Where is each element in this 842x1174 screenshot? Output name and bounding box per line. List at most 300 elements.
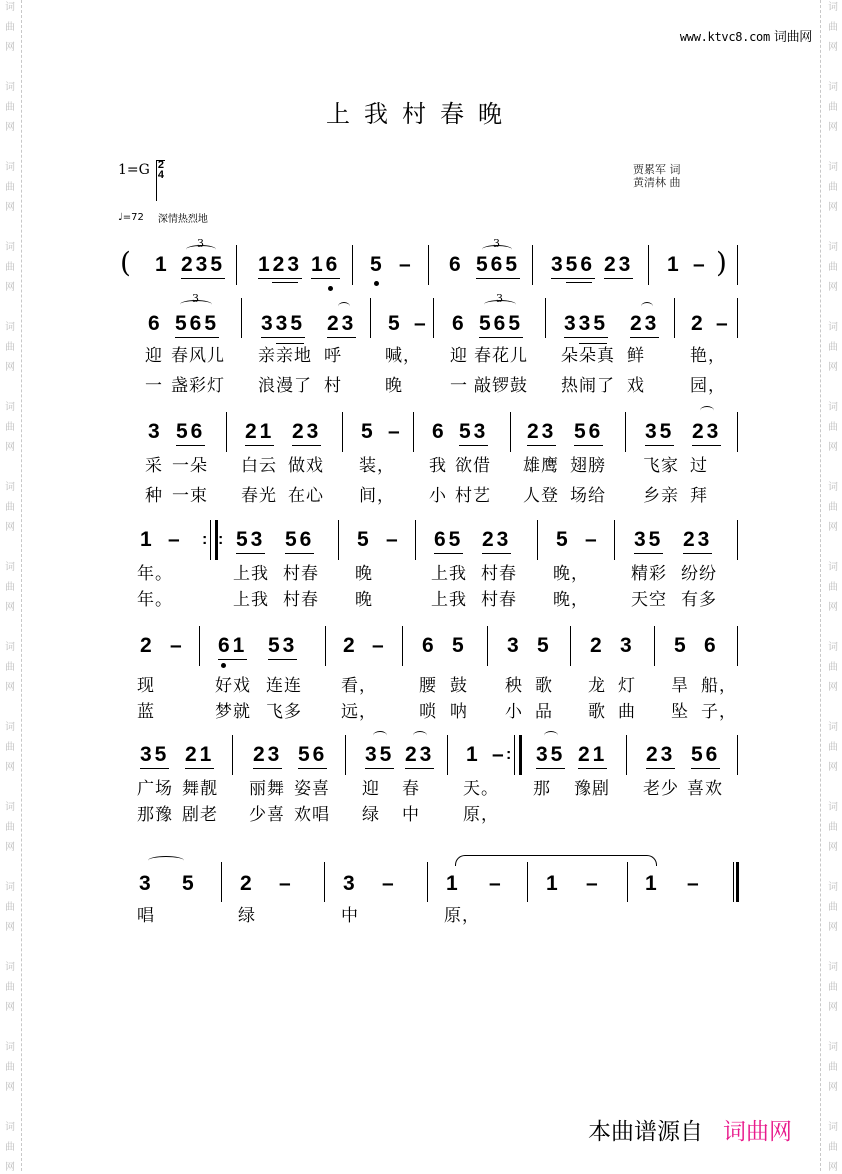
watermark-glyph: 曲	[828, 742, 838, 753]
note-group: 35	[140, 743, 169, 769]
low-octave-dot	[374, 281, 379, 286]
watermark-glyph: 网	[828, 122, 838, 133]
lyric: 连连	[266, 676, 302, 696]
lyric: 船，	[701, 676, 737, 696]
note-group: 35	[634, 528, 663, 554]
site-url[interactable]: www.ktvc8.com	[679, 30, 770, 44]
dash: –	[716, 312, 731, 335]
watermark-glyph: 词	[5, 162, 15, 173]
lyric: 乡亲	[643, 486, 679, 506]
lyric: 园，	[690, 376, 726, 396]
watermark-glyph: 曲	[828, 262, 838, 273]
barline	[324, 862, 325, 902]
watermark-glyph: 曲	[5, 982, 15, 993]
watermark-glyph: 网	[5, 922, 15, 933]
note: 3	[343, 872, 358, 895]
watermark-glyph: 词	[5, 962, 15, 973]
lyric: 欲借	[455, 456, 491, 476]
watermark-glyph: 词	[828, 82, 838, 93]
source-label: 本曲谱源自	[588, 1119, 703, 1145]
note: 1	[446, 872, 461, 895]
watermark-glyph: 网	[5, 602, 15, 613]
tie	[700, 406, 714, 415]
lyric: 那	[533, 779, 551, 799]
note-group: 565	[175, 312, 219, 338]
watermark-glyph: 词	[828, 802, 838, 813]
watermark-glyph: 曲	[828, 902, 838, 913]
barline	[627, 862, 628, 902]
lyric: 欢唱	[294, 805, 330, 825]
note: 5	[361, 420, 376, 443]
barline	[370, 298, 371, 338]
watermark-glyph: 曲	[5, 182, 15, 193]
lyric: 晚	[355, 590, 373, 610]
note-group: 65	[434, 528, 463, 554]
barline	[625, 412, 626, 452]
lyric: 中	[402, 805, 420, 825]
repeat-dots: :	[218, 531, 227, 548]
lyric: 灯	[618, 676, 636, 696]
barline	[428, 245, 429, 285]
lyric: 秧	[505, 676, 523, 696]
barline	[342, 412, 343, 452]
note: 6	[452, 312, 467, 335]
barline	[570, 626, 571, 666]
lyric: 年。	[137, 564, 173, 584]
note-group: 61	[218, 634, 247, 660]
watermark-glyph: 词	[828, 642, 838, 653]
lyric: 一朵	[172, 456, 208, 476]
lyric: 晚	[355, 564, 373, 584]
watermark-glyph: 曲	[5, 422, 15, 433]
note-group: 23	[630, 312, 659, 338]
watermark-glyph: 词	[828, 162, 838, 173]
note: 1	[645, 872, 660, 895]
watermark-glyph: 网	[828, 1082, 838, 1093]
watermark-glyph: 曲	[828, 1142, 838, 1153]
note-group: 123	[258, 253, 302, 279]
lyric: 迎	[145, 346, 163, 366]
lyric: 少喜	[249, 805, 285, 825]
lyric: 天。	[463, 779, 499, 799]
lyric: 剧老	[182, 805, 218, 825]
note-group: 23	[683, 528, 712, 554]
lyric: 绿	[238, 906, 256, 926]
lyric: 纷纷	[681, 564, 717, 584]
lyric: 敲锣鼓	[474, 376, 528, 396]
watermark-glyph: 曲	[828, 342, 838, 353]
note: 2	[343, 634, 358, 657]
dash: –	[585, 528, 600, 551]
watermark-glyph: 网	[828, 682, 838, 693]
barline	[433, 298, 434, 338]
lyric: 上我	[233, 564, 269, 584]
watermark-glyph: 网	[828, 1002, 838, 1013]
lyric: 浪漫了	[258, 376, 312, 396]
note: 5	[388, 312, 403, 335]
watermark-glyph: 曲	[5, 902, 15, 913]
dash: –	[586, 872, 601, 895]
note-group: 16	[311, 253, 340, 279]
note: 2	[590, 634, 605, 657]
watermark-glyph: 曲	[828, 502, 838, 513]
lyric: 好戏	[215, 676, 251, 696]
note-group: 23	[527, 420, 556, 446]
barline	[737, 245, 738, 285]
watermark-glyph: 曲	[5, 342, 15, 353]
note-group: 565	[479, 312, 523, 338]
dashed-margin-left	[21, 0, 22, 1171]
watermark-glyph: 网	[5, 762, 15, 773]
dash: –	[279, 872, 294, 895]
dash: –	[414, 312, 429, 335]
watermark-right	[822, 0, 842, 1171]
watermark-glyph: 词	[5, 882, 15, 893]
site-header	[680, 26, 812, 45]
note: 2	[691, 312, 706, 335]
barline	[352, 245, 353, 285]
lyric: 雄鹰	[523, 456, 559, 476]
barline	[241, 298, 242, 338]
song-title: 上我村春晚	[326, 100, 516, 128]
barline	[413, 412, 414, 452]
lyric: 梦就	[215, 702, 251, 722]
watermark-glyph: 曲	[5, 102, 15, 113]
barline	[487, 626, 488, 666]
lyric: 村春	[481, 564, 517, 584]
lyric: 迎	[450, 346, 468, 366]
dash: –	[687, 872, 702, 895]
note: 6	[422, 634, 437, 657]
watermark-glyph: 网	[828, 762, 838, 773]
repeat-end-barline	[514, 735, 522, 775]
site-name: 词曲网	[773, 30, 812, 45]
watermark-glyph: 词	[828, 722, 838, 733]
note-group: 21	[578, 743, 607, 769]
watermark-glyph: 曲	[5, 822, 15, 833]
watermark-left	[0, 0, 20, 1171]
watermark-glyph: 词	[828, 482, 838, 493]
barline	[737, 626, 738, 666]
lyric: 小	[429, 486, 447, 506]
key-label: 1=G	[118, 162, 150, 178]
watermark-glyph: 曲	[5, 662, 15, 673]
watermark-glyph: 网	[5, 442, 15, 453]
dash: –	[168, 528, 183, 551]
lyric: 晚，	[553, 590, 589, 610]
watermark-glyph: 曲	[828, 422, 838, 433]
barline	[648, 245, 649, 285]
note-group: 235	[181, 253, 225, 279]
lyric: 喜欢	[687, 779, 723, 799]
tie	[413, 731, 427, 740]
note-group: 21	[185, 743, 214, 769]
note: 5	[452, 634, 467, 657]
triplet-mark: 3	[496, 292, 503, 305]
lyric: 年。	[137, 590, 173, 610]
lyric: 春光	[241, 486, 277, 506]
lyric: 朵朵真	[561, 346, 615, 366]
barline	[527, 862, 528, 902]
lyric: 村春	[481, 590, 517, 610]
watermark-glyph: 网	[828, 522, 838, 533]
low-octave-dot	[221, 663, 226, 668]
final-barline	[733, 862, 739, 902]
lyric: 坠	[671, 702, 689, 722]
repeat-dots: :	[506, 746, 515, 763]
slur	[148, 856, 184, 865]
barline	[427, 862, 428, 902]
dashed-margin-right	[820, 0, 821, 1171]
dash: –	[372, 634, 387, 657]
note-group: 23	[253, 743, 282, 769]
watermark-glyph: 词	[828, 242, 838, 253]
note-group: 23	[292, 420, 321, 446]
repeat-start-barline	[210, 520, 218, 560]
watermark-glyph: 词	[828, 1122, 838, 1133]
lyric: 村春	[283, 564, 319, 584]
tie	[338, 302, 350, 311]
note-group: 23	[482, 528, 511, 554]
watermark-glyph: 网	[828, 922, 838, 933]
barline	[737, 520, 738, 560]
tempo-value: ♩=72	[118, 212, 144, 223]
watermark-glyph: 网	[5, 282, 15, 293]
lyric: 种	[145, 486, 163, 506]
note-group: 56	[176, 420, 205, 446]
lyric: 原，	[444, 906, 480, 926]
barline	[236, 245, 237, 285]
lyric: 亲亲地	[258, 346, 312, 366]
watermark-glyph: 词	[5, 482, 15, 493]
barline	[737, 735, 738, 775]
note: 5	[537, 634, 552, 657]
watermark-glyph: 词	[828, 882, 838, 893]
lyric: 歌	[588, 702, 606, 722]
lyric: 品	[535, 702, 553, 722]
tie	[373, 731, 387, 740]
dash: –	[693, 253, 708, 276]
lyric: 原，	[463, 805, 499, 825]
barline	[737, 298, 738, 338]
watermark-glyph: 网	[828, 442, 838, 453]
note-group: 56	[691, 743, 720, 769]
tempo-marking	[118, 210, 208, 225]
lyric: 舞靓	[182, 779, 218, 799]
note-group: 53	[236, 528, 265, 554]
lyric: 村艺	[455, 486, 491, 506]
lyric: 上我	[233, 590, 269, 610]
close-paren: )	[716, 246, 727, 279]
watermark-glyph: 词	[5, 82, 15, 93]
expression-mark: 深情热烈地	[157, 214, 208, 225]
lyric: 中	[341, 906, 359, 926]
watermark-glyph: 网	[5, 202, 15, 213]
lyric: 场给	[570, 486, 606, 506]
lyric: 旱	[671, 676, 689, 696]
note-group: 56	[298, 743, 327, 769]
note: 1	[667, 253, 682, 276]
watermark-glyph: 词	[5, 322, 15, 333]
lyric: 春	[402, 779, 420, 799]
triplet-mark: 3	[493, 237, 500, 250]
watermark-glyph: 词	[5, 562, 15, 573]
lyric: 做戏	[288, 456, 324, 476]
lyric: 晚，	[553, 564, 589, 584]
lyric: 看，	[341, 676, 377, 696]
barline	[325, 626, 326, 666]
barline	[447, 735, 448, 775]
lyric: 精彩	[631, 564, 667, 584]
time-signature: 2 4	[158, 160, 164, 180]
watermark-glyph: 网	[5, 1082, 15, 1093]
note: 5	[182, 872, 197, 895]
note-group: 53	[459, 420, 488, 446]
lyric: 曲	[618, 702, 636, 722]
watermark-glyph: 曲	[828, 102, 838, 113]
watermark-glyph: 网	[828, 282, 838, 293]
note-group: 53	[268, 634, 297, 660]
lyric: 过	[690, 456, 708, 476]
note: 3	[620, 634, 635, 657]
lyric: 丽舞	[249, 779, 285, 799]
barline	[345, 735, 346, 775]
barline	[737, 412, 738, 452]
watermark-glyph: 网	[5, 1002, 15, 1013]
watermark-glyph: 网	[5, 682, 15, 693]
barline	[221, 862, 222, 902]
lyric: 鲜	[627, 346, 645, 366]
lyric: 飞家	[643, 456, 679, 476]
watermark-glyph: 网	[5, 522, 15, 533]
note: 2	[240, 872, 255, 895]
source-footer	[588, 1113, 792, 1146]
lyric: 上我	[431, 590, 467, 610]
lyric: 采	[145, 456, 163, 476]
note-group: 23	[646, 743, 675, 769]
lyric: 我	[429, 456, 447, 476]
watermark-glyph: 词	[828, 1042, 838, 1053]
lyric: 龙	[588, 676, 606, 696]
lyric: 天空	[631, 590, 667, 610]
note: 6	[704, 634, 719, 657]
note: 1	[466, 743, 481, 766]
note-group: 35	[365, 743, 394, 769]
lyric: 子，	[701, 702, 737, 722]
watermark-glyph: 词	[828, 322, 838, 333]
watermark-glyph: 网	[5, 842, 15, 853]
watermark-glyph: 词	[828, 402, 838, 413]
note: 5	[674, 634, 689, 657]
brand-link[interactable]: 词曲网	[723, 1119, 792, 1145]
watermark-glyph: 词	[828, 562, 838, 573]
barline	[674, 298, 675, 338]
lyric: 唱	[137, 906, 155, 926]
triplet-mark: 3	[192, 292, 199, 305]
watermark-glyph: 网	[828, 202, 838, 213]
barline	[338, 520, 339, 560]
watermark-glyph: 词	[5, 242, 15, 253]
dash: –	[382, 872, 397, 895]
lyric: 村	[324, 376, 342, 396]
watermark-glyph: 曲	[828, 982, 838, 993]
watermark-glyph: 词	[5, 402, 15, 413]
barline	[537, 520, 538, 560]
repeat-dots: :	[202, 531, 211, 548]
lyric: 盏彩灯	[171, 376, 225, 396]
note-group: 356	[551, 253, 595, 279]
note: 6	[148, 312, 163, 335]
note-group: 23	[692, 420, 721, 446]
lyric: 飞多	[266, 702, 302, 722]
barline	[545, 298, 546, 338]
watermark-glyph: 词	[828, 962, 838, 973]
dash: –	[386, 528, 401, 551]
watermark-glyph: 曲	[5, 1142, 15, 1153]
watermark-glyph: 词	[5, 1122, 15, 1133]
note: 6	[432, 420, 447, 443]
note-group: 335	[261, 312, 305, 338]
watermark-glyph: 网	[5, 42, 15, 53]
lyric: 迎	[362, 779, 380, 799]
barline	[532, 245, 533, 285]
lyric: 翅膀	[570, 456, 606, 476]
note-group: 565	[476, 253, 520, 279]
lyric: 歌	[535, 676, 553, 696]
lyric: 现	[137, 676, 155, 696]
watermark-glyph: 词	[5, 1042, 15, 1053]
lyric: 呼	[324, 346, 342, 366]
lyric: 那豫	[137, 805, 173, 825]
lyric: 广场	[137, 779, 173, 799]
lyricist: 贾累军 词	[633, 163, 681, 176]
watermark-glyph: 曲	[5, 502, 15, 513]
watermark-glyph: 词	[5, 642, 15, 653]
note: 5	[556, 528, 571, 551]
lyric: 装，	[359, 456, 395, 476]
watermark-glyph: 网	[5, 362, 15, 373]
watermark-glyph: 曲	[5, 582, 15, 593]
lyric: 一	[450, 376, 468, 396]
note-group: 23	[604, 253, 633, 279]
note-group: 21	[245, 420, 274, 446]
dash: –	[399, 253, 414, 276]
watermark-glyph: 曲	[828, 22, 838, 33]
note-group: 56	[574, 420, 603, 446]
barline	[415, 520, 416, 560]
dash: –	[170, 634, 185, 657]
note: 3	[139, 872, 154, 895]
lyric: 人登	[523, 486, 559, 506]
watermark-glyph: 词	[5, 2, 15, 13]
lyric: 远，	[341, 702, 377, 722]
lyric: 喊，	[385, 346, 421, 366]
lyric: 上我	[431, 564, 467, 584]
note: 5	[370, 253, 385, 276]
dash: –	[492, 743, 507, 766]
barline	[226, 412, 227, 452]
lyric: 鼓	[450, 676, 468, 696]
watermark-glyph: 词	[828, 2, 838, 13]
watermark-glyph: 曲	[828, 182, 838, 193]
watermark-glyph: 网	[828, 362, 838, 373]
open-paren: (	[120, 246, 131, 279]
barline	[199, 626, 200, 666]
note-group: 56	[285, 528, 314, 554]
low-octave-dot	[328, 286, 333, 291]
lyric: 一束	[172, 486, 208, 506]
note: 2	[140, 634, 155, 657]
